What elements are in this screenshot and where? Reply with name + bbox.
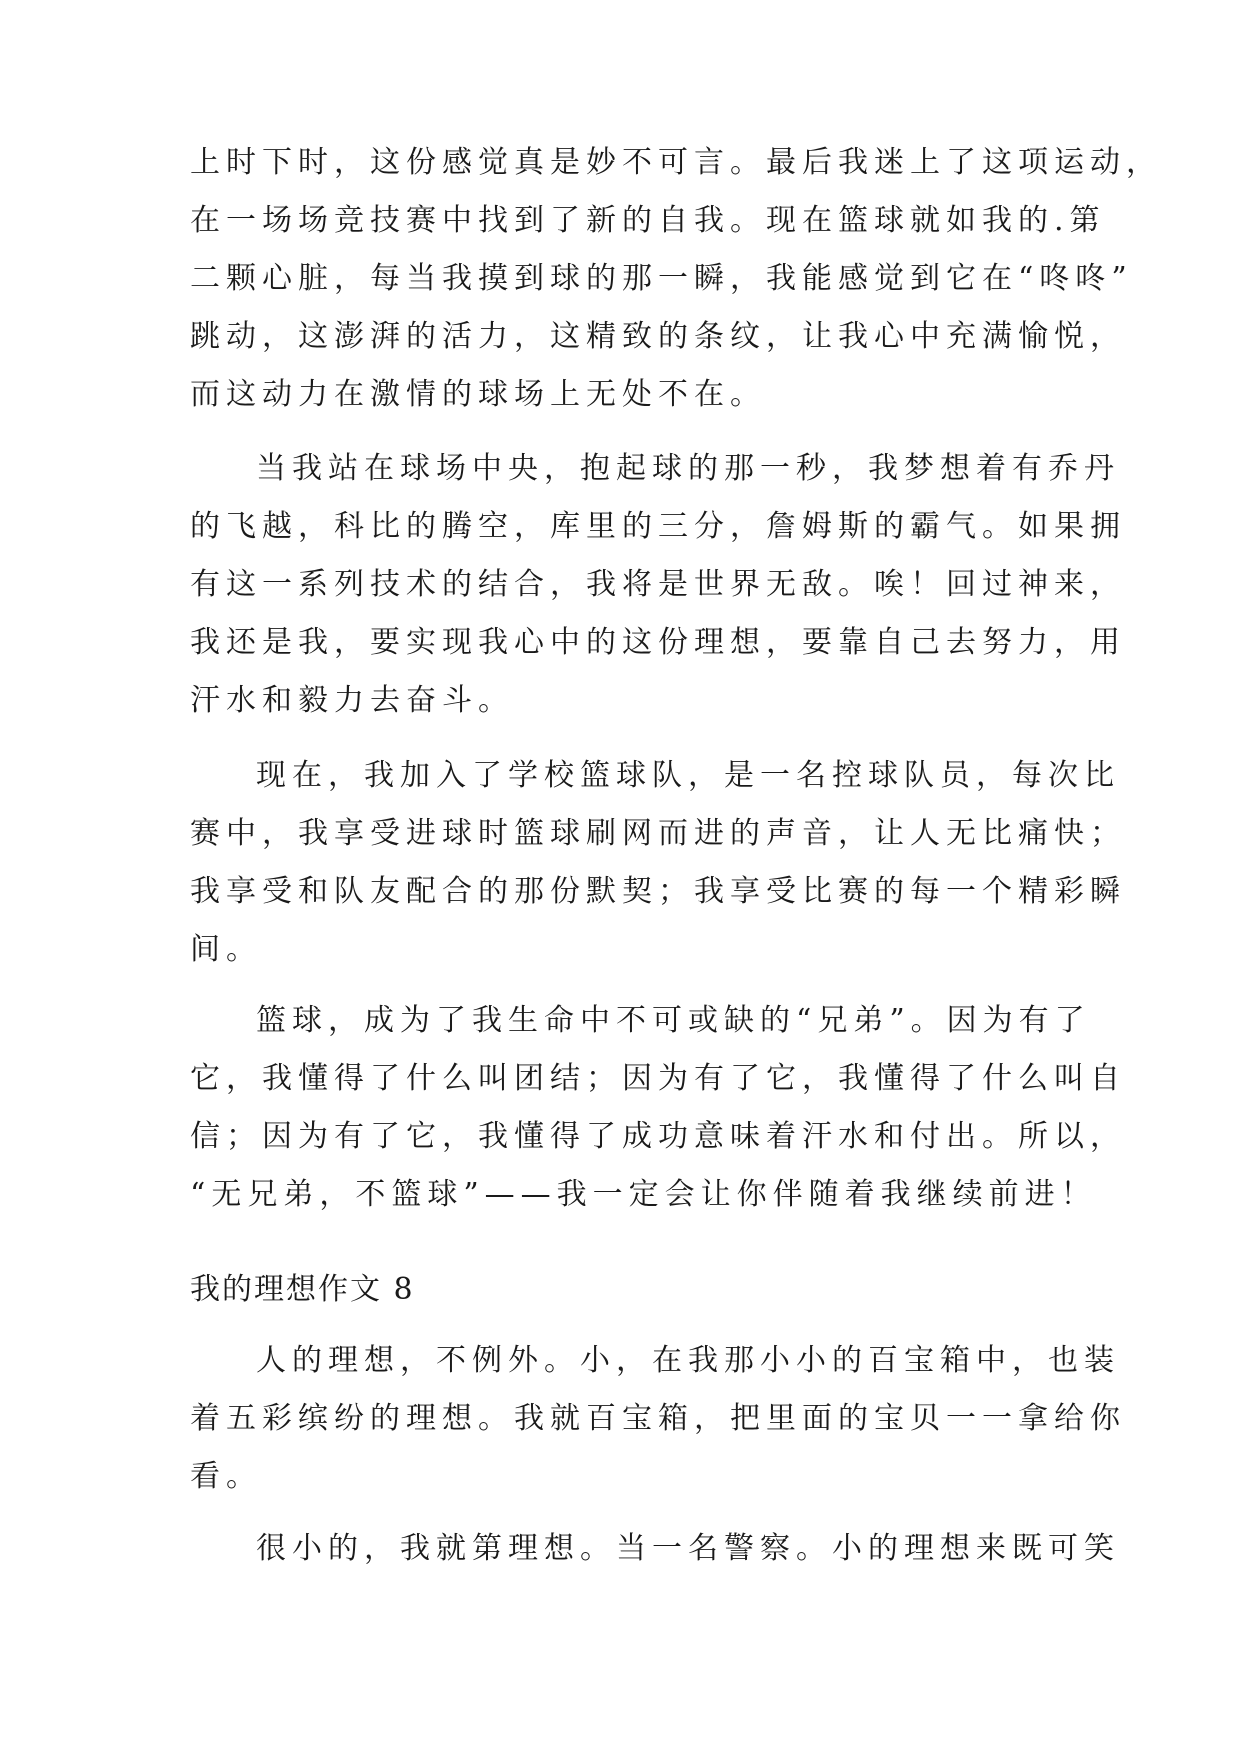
text-line: 着五彩缤纷的理想。我就百宝箱，把里面的宝贝一一拿给你 [190,1401,1126,1436]
text-line: 人的理想，不例外。小，在我那小小的百宝箱中，也装 [256,1343,1120,1378]
text-line: 信；因为有了它，我懂得了成功意味着汗水和付出。所以， [190,1119,1126,1154]
text-line: 有这一系列技术的结合，我将是世界无敌。唉！回过神来， [190,567,1126,602]
text-line: 跳动，这澎湃的活力，这精致的条纹，让我心中充满愉悦， [190,319,1126,354]
text-line: 赛中，我享受进球时篮球刷网而进的声音，让人无比痛快； [190,816,1126,851]
text-line: 而这动力在激情的球场上无处不在。 [190,377,766,412]
text-line: 在一场场竞技赛中找到了新的自我。现在篮球就如我的.第 [190,203,1106,238]
text-line: 间。 [190,932,262,967]
section-title: 我的理想作文 8 [190,1272,415,1307]
text-line: “无兄弟，不篮球”——我一定会让你伴随着我继续前进！ [190,1177,1097,1212]
text-line: 篮球，成为了我生命中不可或缺的“兄弟”。因为有了 [256,1003,1091,1038]
text-line: 上时下时，这份感觉真是妙不可言。最后我迷上了这项运动， [190,145,1162,180]
text-line: 现在，我加入了学校篮球队，是一名控球队员，每次比 [256,758,1120,793]
text-line: 二颗心脏，每当我摸到球的那一瞬，我能感觉到它在“咚咚” [190,261,1133,296]
text-line: 汗水和毅力去奋斗。 [190,683,514,718]
text-line: 我享受和队友配合的那份默契；我享受比赛的每一个精彩瞬 [190,874,1126,909]
text-line: 很小的，我就第理想。当一名警察。小的理想来既可笑 [256,1531,1120,1566]
text-line: 我还是我，要实现我心中的这份理想，要靠自己去努力，用 [190,625,1126,660]
text-line: 看。 [190,1459,262,1494]
text-line: 的飞越，科比的腾空，库里的三分，詹姆斯的霸气。如果拥 [190,509,1126,544]
text-line: 当我站在球场中央，抱起球的那一秒，我梦想着有乔丹 [256,451,1120,486]
text-line: 它，我懂得了什么叫团结；因为有了它，我懂得了什么叫自 [190,1061,1126,1096]
